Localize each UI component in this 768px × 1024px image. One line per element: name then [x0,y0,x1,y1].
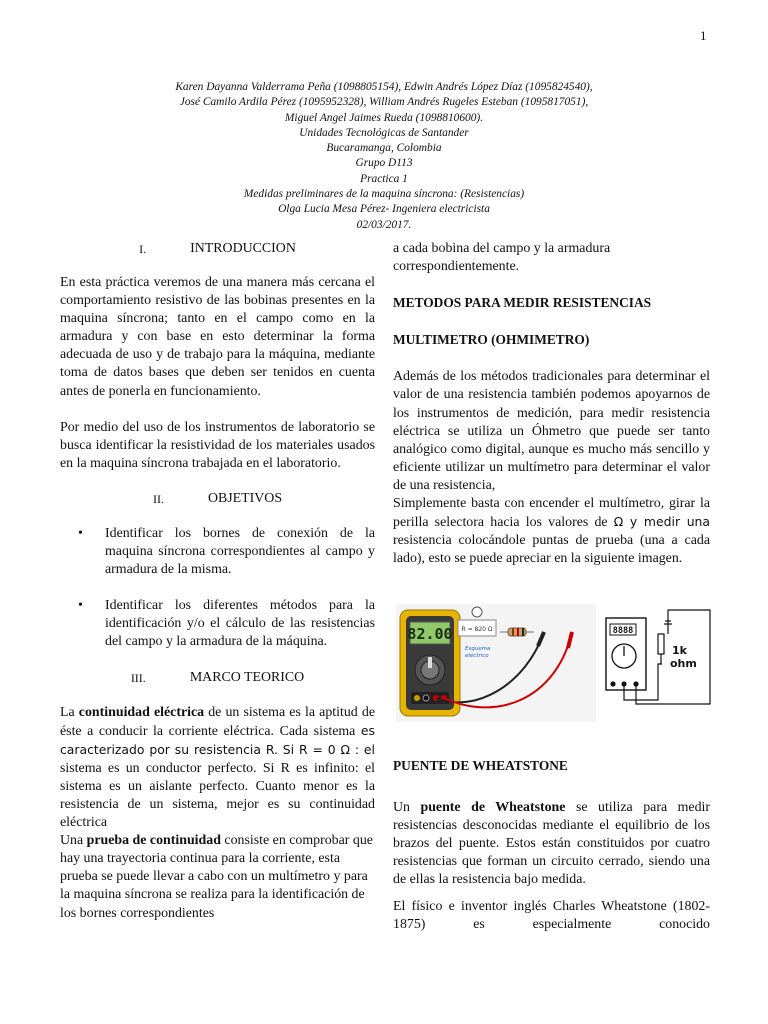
display-value: 82.00 [407,625,453,643]
schematic-label-2: ohm [670,657,697,670]
bold-term: continuidad eléctrica [78,704,205,720]
objectives-list [60,525,375,652]
bold-term: puente de Wheatstone [420,800,566,816]
intro-paragraph-1: En esta práctica veremos de una manera más cercana el comportamiento resistivo de las bobinas presentes en la maquina síncrona; tanto en el campo como en la armadura y con base en esto determinar la forma adecuada de uso y de trabajo para la máquina, mediante toma de datos bases que deben ser tenidos en cuenta antes de ponerla en funcionamiento. [60,275,375,399]
right-column-lower [393,757,710,934]
group: Grupo D113 [355,157,413,170]
section-title: INTRODUCCION [190,241,296,256]
heading-metodos: METODOS PARA MEDIR RESISTENCIAS [393,295,652,311]
schematic-label-1: 1k [672,644,687,657]
section-title: MARCO TEORICO [189,669,305,685]
continued-paragraph: a cada bobina del campo y la armadura correspondientemente. [393,241,611,275]
resistor-label: R = 820 Ω [461,626,493,633]
theory-paragraph-1: La continuidad eléctrica de un sistema es la aptitud de éste a conducir la corriente eléctrica. Cada sistema es caracterizado por su resistencia R. Si R = 0 Ω : el sistema es un conductor perfecto. Si R es infinito: el sistema es un aislante perfecto. Cuanto menor es la resistencia de un sistema, mejor es su continuidad eléctrica [60,704,375,831]
section-number: II. [152,491,164,506]
intro-paragraph-2: Por medio del uso de los instrumentos de laboratorio se busca identificar la resistividad de los materiales usados en la maquina síncrona trabajada en el laboratorio. [60,419,375,471]
section-title: OBJETIVOS [207,490,283,506]
paper-header [100,80,668,233]
list-item: • Identificar los diferentes métodos para la identificación y/o el cálculo de las resistencias del campo y la armadura de la máquina. [60,597,375,651]
theory-paragraph-2: Una prueba de continuidad consiste en comprobar que hay una trayectoria continua para la corriente, esta prueba se puede llevar a cabo con un multímetro y para la maquina síncrona se realiza para la identificación de los bornes correspondientes [60,833,373,921]
right-column [393,240,710,568]
authors-line-1: Karen Dayanna Valderrama Peña (1098805154), Edwin Andrés López Díaz (1095824540), [175,81,593,93]
section-heading-objectives [60,490,375,508]
circuit-label-2: eléctrico [465,653,489,659]
practice: Practica 1 [360,172,408,185]
city: Bucaramanga, Colombia [326,142,442,155]
circuit-schematic [602,604,712,722]
authors-line-3: Miguel Angel Jaimes Rueda (1098810600). [284,111,484,124]
heading-wheatstone: PUENTE DE WHEATSTONE [393,758,568,773]
authors-line-2: José Camilo Ardila Pérez (1095952328), William Andrés Rugeles Esteban (1095817051), [179,96,589,109]
bold-term: prueba de continuidad [86,833,221,849]
multimeter-photo [396,604,596,722]
section-number: I. [139,242,147,256]
list-item: • Identificar los bornes de conexión de la maquina síncrona correspondientes al campo y armadura de la misma. [60,525,375,579]
multimeter-figure [396,604,712,722]
left-column [60,240,375,923]
topic: Medidas preliminares de la maquina síncrona: (Resistencias) [243,188,525,201]
schematic-display: 8888 [612,626,634,636]
wheatstone-paragraph-2: El físico e inventor inglés Charles Wheatstone (1802-1875) es especialmente conocido [393,898,710,932]
multimeter-paragraph-2: Simplemente basta con encender el multímetro, girar la perilla selectora hacia los valores de Ω y medir una resistencia colocándole puntas de prueba (una a cada lado), esto se puede apreciar en la siguiente imagen. [393,496,711,567]
institution: Unidades Tecnológicas de Santander [299,126,469,139]
teacher: Olga Lucia Mesa Pérez- Ingeniera electricista [278,203,490,216]
date: 02/03/2017. [356,218,412,231]
heading-multimetro: MULTIMETRO (OHMIMETRO) [393,332,590,348]
section-number: III. [130,670,146,685]
wheatstone-paragraph-1: Un puente de Wheatstone se utiliza para medir resistencias desconocidas mediante el equilibrio de los brazos del puente. Estos están constituidos por cuatro resistencias que forman un circuito cerrado, siendo una de ellas la resistencia bajo medida. [393,800,711,888]
page-number: 1 [700,28,707,43]
multimeter-paragraph-1: Además de los métodos tradicionales para determinar el valor de una resistencia también podemos apoyarnos de los instrumentos de medición, para medir resistencia eléctrica se utiliza un Óhmetro que puede ser tanto analógico como digital, aunque es mucho más sencillo y eficiente utilizar un multímetro para determinar el valor de una resistencia, [393,369,710,493]
section-heading-intro [60,240,375,258]
section-heading-theory [60,669,375,687]
circuit-label-1: Esquema [465,646,491,652]
